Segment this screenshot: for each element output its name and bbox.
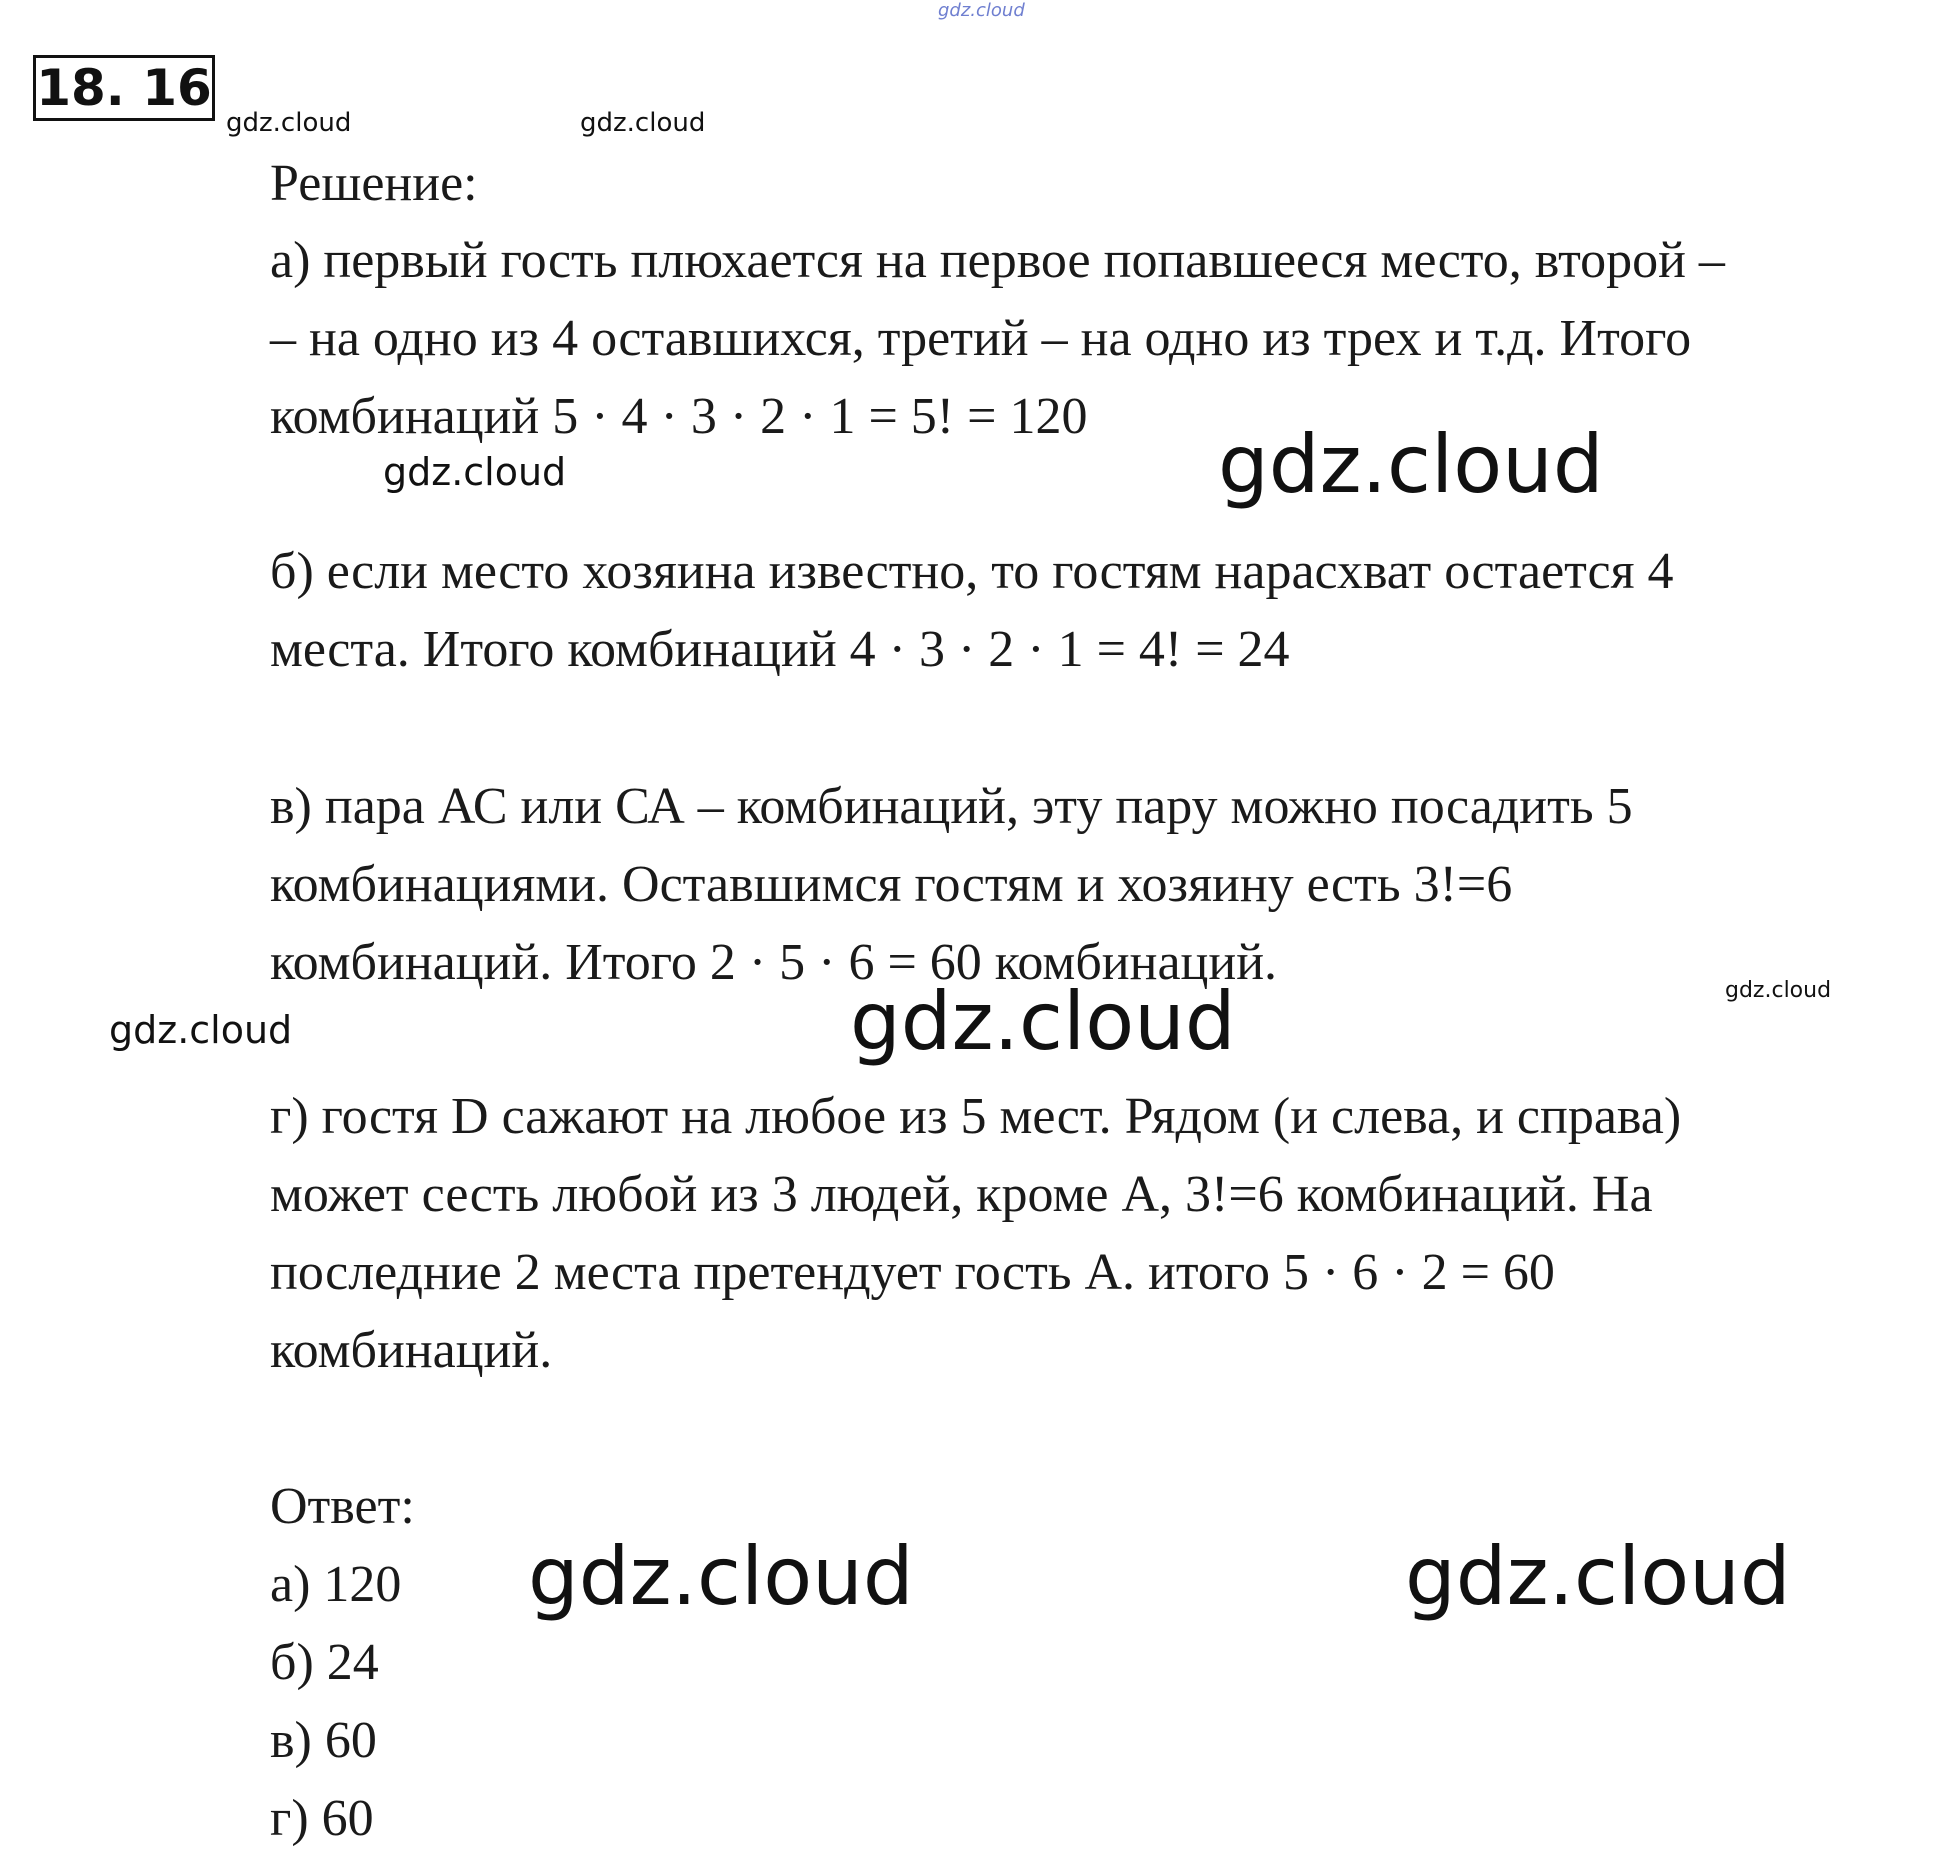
watermark: gdz.cloud <box>226 108 352 138</box>
answer-item: а) 120 <box>270 1556 402 1613</box>
answer-item: б) 24 <box>270 1634 379 1691</box>
answer-item: в) 60 <box>270 1712 377 1769</box>
watermark: gdz.cloud <box>580 108 706 138</box>
part-b-line: места. Итого комбинаций 4 · 3 · 2 · 1 = 4! = 24 <box>270 621 1290 678</box>
part-d-line: может сесть любой из 3 людей, кроме А, 3!=6 комбинаций. На <box>270 1166 1653 1223</box>
solution-heading <box>270 145 1930 223</box>
solution-part-a <box>270 222 1930 456</box>
solution-part-c <box>270 768 1930 1002</box>
part-d-line: комбинаций. <box>270 1322 553 1379</box>
watermark: gdz.cloud <box>1218 418 1604 511</box>
watermark: gdz.cloud <box>1405 1530 1791 1623</box>
watermark: gdz.cloud <box>850 975 1236 1068</box>
answer-heading: Ответ: <box>270 1478 415 1535</box>
part-a-line: комбинаций 5 · 4 · 3 · 2 · 1 = 5! = 120 <box>270 388 1088 445</box>
part-c-line: комбинациями. Оставшимся гостям и хозяину есть 3!=6 <box>270 856 1513 913</box>
part-b-line: б) если место хозяина известно, то гостям нарасхват остается 4 <box>270 543 1674 600</box>
watermark: gdz.cloud <box>528 1530 914 1623</box>
watermark: gdz.cloud <box>1725 978 1832 1003</box>
solution-part-b <box>270 533 1930 689</box>
problem-number: 18. 16 <box>33 55 215 121</box>
part-c-line: в) пара АС или СА – комбинаций, эту пару можно посадить 5 <box>270 778 1633 835</box>
answer-block <box>270 1468 1930 1858</box>
solution-part-d <box>270 1078 1930 1390</box>
part-d-line: последние 2 места претендует гость А. итого 5 · 6 · 2 = 60 <box>270 1244 1555 1301</box>
watermark: gdz.cloud <box>383 450 567 494</box>
part-c-line: комбинаций. Итого 2 · 5 · 6 = 60 комбинаций. <box>270 934 1278 991</box>
part-d-line: г) гостя D сажают на любое из 5 мест. Рядом (и слева, и справа) <box>270 1088 1682 1145</box>
solution-heading-text: Решение: <box>270 155 478 212</box>
answer-item: г) 60 <box>270 1790 374 1847</box>
watermark: gdz.cloud <box>109 1008 293 1052</box>
part-a-line: – на одно из 4 оставшихся, третий – на одно из трех и т.д. Итого <box>270 310 1692 367</box>
part-a-line: а) первый гость плюхается на первое попавшееся место, второй – <box>270 232 1725 289</box>
watermark-top: gdz.cloud <box>938 0 1025 21</box>
